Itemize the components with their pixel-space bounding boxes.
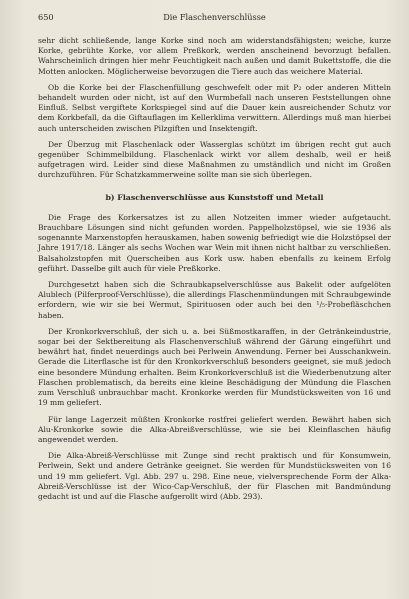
section-heading: b) Flaschenverschlüsse aus Kunststoff und Metall <box>105 192 324 202</box>
page-header <box>38 12 391 26</box>
paragraph: sehr dicht schließende, lange Korke sind noch am widerstandsfähigsten; weiche, kurze Korke, gebrühte Korke, vor allem Preßkork, werden anscheinend bevorzugt befallen. Wahrscheinlich dringen hier mehr Feuchtigkeit nach außen und damit Bukettstoffe, die die Motten anlocken. Möglicherweise bevorzugen die Tiere auch das weichere Material. <box>38 36 391 76</box>
paragraph: Ob die Korke bei der Flaschenfüllung geschwefelt oder mit P₂ oder anderen Mitteln behandelt wurden oder nicht, ist auf den Wurmbefall nach unseren Feststellungen ohne Einfluß. Selbst vergiftete Korkspiegel sind auf die Dauer kein ausreichender Schutz vor dem Korkbefall, da die Giftauflagen im Kellerklima verwittern. Allerdings muß man hierbei auch unterscheiden zwischen Pilzgiften und Insektengift. <box>38 82 391 133</box>
paragraph: Der Überzug mit Flaschenlack oder Wasserglas schützt im übrigen recht gut auch gegenüber Schimmelbildung. Flaschenlack wirkt vor allem deshalb, weil er heiß aufgetragen wird. Leider sind diese Maßnahmen zu umständlich und nicht im Großen durchzuführen. Für Schatzkammerweine sollte man sie sich überlegen. <box>38 139 391 180</box>
running-title: Die Flaschenverschlüsse <box>163 12 266 22</box>
paragraph: Durchgesetzt haben sich die Schraubkapselverschlüsse aus Bakelit oder aufgelöten Alublech (Pilferproof-Verschlüsse), die allerdings Flaschenmündungen mit Schraubgewinde erfordern, wie wir sie bei Wermut, Spirituosen oder auch bei den ¹/₅-Probefläschchen haben. <box>38 280 391 320</box>
paragraph: Der Kronkorkverschluß, der sich u. a. bei Süßmostkaraffen, in der Getränkeindustrie, sogar bei der Sektbereitung als Flaschenverschluß während der Gärung eingeführt und bewährt hat, findet neuerdings auch bei Perlwein Anwendung. Ferner bei Ausschankwein. Gerade die Literflasche ist für den Kronkorkverschluß besonders geeignet, sie muß jedoch eine besondere Mündung erhalten. Beim Kronkorkverschluß ist die Wiederbenutzung alter Flaschen problematisch, da bereits eine kleine Beschädigung der Mündung die Flaschen zum Verschluß unbrauchbar macht. Kronkorke werden für Mundstücksweiten von 16 und 19 mm geliefert. <box>38 326 391 408</box>
paragraph: Die Frage des Korkersatzes ist zu allen Notzeiten immer wieder aufgetaucht. Brauchbare Lösungen sind nicht gefunden worden. Pappelholzstöpsel, wie sie 1936 als sogenannte Marxenstopfen herauskamen, haben sowenig befriedigt wie die Holzstöpsel der Jahre 1917/18. Länger als sechs Wochen war Wein mit ihnen nicht haltbar zu verschließen. Balsaholzstopfen mit Querscheiben aus Kork usw. haben ebenfalls zu keinem Erfolg geführt. Dasselbe gilt auch für viele Preßkorke. <box>38 212 391 273</box>
body-text <box>38 36 391 508</box>
paragraph: Die Alka-Abreiß-Verschlüsse mit Zunge sind recht praktisch und für Konsumwein, Perlwein, Sekt und andere Getränke geeignet. Sie werden für Mundstücksweiten von 16 und 19 mm geliefert. Vgl. Abb. 297 u. 298. Eine neue, vielversprechende Form der Alka-Abreiß-Verschlüsse ist der Wico-Cap-Verschluß, der für Flaschen mit Bandmündung gedacht ist und auf die Flasche aufgerollt wird (Abb. 293). <box>38 451 391 501</box>
paragraph: Für lange Lagerzeit müßten Kronkorke rostfrei geliefert werden. Bewährt haben sich Alu-Kronkorke sowie die Alka-Abreißverschlüsse, wie sie bei Kleinflaschen häufig angewendet werden. <box>38 414 391 444</box>
page-number: 650 <box>38 12 54 22</box>
